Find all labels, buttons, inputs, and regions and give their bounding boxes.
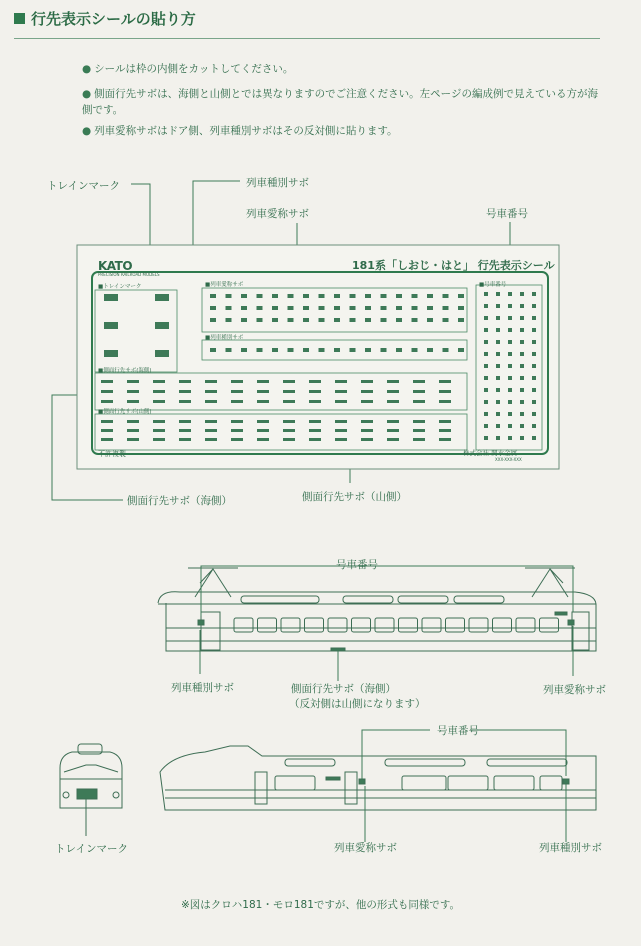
umi-sticker (257, 380, 269, 383)
umi-sticker (387, 380, 399, 383)
sheet-footer-code: XXX-XXX-XXX (495, 457, 522, 462)
yama-sticker (153, 429, 165, 432)
aisho-sticker (303, 306, 309, 310)
yama-sticker (335, 429, 347, 432)
car1-window (446, 618, 465, 632)
yama-sticker (179, 429, 191, 432)
gosha-sticker (520, 328, 524, 332)
aisho-sticker (272, 306, 278, 310)
yama-sticker (127, 429, 139, 432)
gosha-sticker (520, 352, 524, 356)
shubetsu-sticker (365, 348, 371, 352)
yama-sticker (127, 438, 139, 441)
yama-sticker (387, 438, 399, 441)
aisho-sticker (427, 306, 433, 310)
yama-sticker (127, 420, 139, 423)
gosha-sticker (520, 376, 524, 380)
aisho-sticker (226, 294, 232, 298)
gosha-sticker (520, 364, 524, 368)
yama-sticker (179, 420, 191, 423)
aisho-sticker (241, 318, 247, 322)
trainmark-sticker (155, 294, 169, 301)
aisho-sticker (241, 306, 247, 310)
yama-sticker (309, 438, 321, 441)
shubetsu-sticker (272, 348, 278, 352)
gosha-sticker (484, 412, 488, 416)
trainmark-sticker (104, 294, 118, 301)
yama-sticker (309, 429, 321, 432)
gosha-sticker (532, 412, 536, 416)
aisho-sticker (350, 306, 356, 310)
sheet-heading: 181系「しおじ・はと」 行先表示シール (352, 259, 555, 272)
umi-sticker (387, 390, 399, 393)
gosha-sticker (532, 424, 536, 428)
yama-sticker (231, 429, 243, 432)
umi-sticker (283, 400, 295, 403)
gosha-sticker (496, 364, 500, 368)
aisho-sticker (396, 294, 402, 298)
aisho-sticker (381, 318, 387, 322)
sheet-footer-left: 不許複製 (98, 450, 126, 458)
car2-diagram (160, 746, 596, 810)
gosha-sticker (520, 292, 524, 296)
yama-sticker (387, 420, 399, 423)
aisho-sticker (257, 318, 263, 322)
umi-sticker (153, 380, 165, 383)
umi-sticker (361, 400, 373, 403)
shubetsu-sticker (257, 348, 263, 352)
umi-sticker (101, 400, 113, 403)
car2-window (494, 776, 534, 790)
gosha-sticker (532, 436, 536, 440)
gosha-sticker (496, 316, 500, 320)
gosha-sticker (484, 328, 488, 332)
gosha-sticker (496, 352, 500, 356)
label-car2-aisho: 列車愛称サボ (334, 842, 397, 854)
umi-sticker (153, 400, 165, 403)
shubetsu-sticker (427, 348, 433, 352)
yama-sticker (309, 420, 321, 423)
aisho-sticker (257, 306, 263, 310)
gosha-sticker (520, 304, 524, 308)
gosha-sticker (532, 388, 536, 392)
aisho-sticker (288, 294, 294, 298)
gosha-sticker (496, 424, 500, 428)
label-gosha-top: 号車番号 (486, 208, 528, 220)
sheet-footer-right: 株式会社 関水金属 (463, 449, 518, 457)
umi-sticker (309, 390, 321, 393)
aisho-sticker (226, 306, 232, 310)
gosha-sticker (484, 340, 488, 344)
yama-sticker (361, 420, 373, 423)
yama-sticker (283, 420, 295, 423)
yama-sticker (101, 420, 113, 423)
gosha-sticker (508, 352, 512, 356)
umi-sticker (309, 400, 321, 403)
car1-window (399, 618, 418, 632)
label-car1-umi-note: （反対側は山側になります） (289, 698, 426, 710)
aisho-sticker (396, 318, 402, 322)
front-view-diagram (60, 744, 122, 836)
label-yama: 側面行先サボ（山側） (302, 491, 407, 503)
sheet-sec-umi: ■側面行先サボ(海側) (98, 368, 152, 374)
trainmark-sticker (155, 350, 169, 357)
aisho-sticker (241, 294, 247, 298)
yama-sticker (439, 429, 451, 432)
umi-sticker (205, 390, 217, 393)
gosha-sticker (532, 400, 536, 404)
yama-sticker (439, 420, 451, 423)
umi-sticker (179, 390, 191, 393)
label-car2-gosha: 号車番号 (437, 725, 479, 737)
gosha-sticker (484, 316, 488, 320)
umi-sticker (283, 390, 295, 393)
aisho-sticker (412, 306, 418, 310)
trainmark-sticker (104, 322, 118, 329)
yama-sticker (361, 438, 373, 441)
umi-sticker (257, 400, 269, 403)
aisho-sticker (257, 294, 263, 298)
aisho-sticker (458, 318, 464, 322)
shubetsu-sticker (381, 348, 387, 352)
umi-sticker (283, 380, 295, 383)
umi-sticker (361, 390, 373, 393)
gosha-sticker (496, 388, 500, 392)
umi-sticker (413, 380, 425, 383)
yama-sticker (205, 438, 217, 441)
title-text: 行先表示シールの貼り方 (31, 10, 196, 28)
shubetsu-sticker (303, 348, 309, 352)
aisho-sticker (334, 318, 340, 322)
umi-sticker (231, 400, 243, 403)
aisho-sticker (210, 306, 216, 310)
aisho-sticker (210, 318, 216, 322)
gosha-sticker (520, 388, 524, 392)
trainmark-sticker (104, 350, 118, 357)
label-car1-aisho: 列車愛称サボ (543, 684, 606, 696)
car1-window (540, 618, 559, 632)
yama-sticker (231, 420, 243, 423)
aisho-sticker (458, 306, 464, 310)
gosha-sticker (496, 412, 500, 416)
aisho-sticker (319, 294, 325, 298)
umi-sticker (205, 400, 217, 403)
label-car2-shubetsu: 列車種別サボ (539, 842, 602, 854)
car1-window (352, 618, 371, 632)
aisho-sticker (443, 306, 449, 310)
gosha-sticker (508, 316, 512, 320)
umi-sticker (439, 380, 451, 383)
sheet-brand-sub: PRECISION RAILROAD MODELS (98, 272, 160, 277)
yama-sticker (283, 438, 295, 441)
gosha-sticker (532, 352, 536, 356)
gosha-sticker (532, 316, 536, 320)
bullet-2: ● 側面行先サボは、海側と山側とでは異なりますのでご注意ください。左ページの編成例で見えている方が海側です。 (82, 86, 602, 118)
umi-sticker (439, 400, 451, 403)
gosha-sticker (508, 376, 512, 380)
gosha-sticker (508, 400, 512, 404)
car2-window (402, 776, 446, 790)
aisho-sticker (350, 294, 356, 298)
gosha-sticker (484, 352, 488, 356)
aisho-sticker (288, 318, 294, 322)
gosha-sticker (520, 316, 524, 320)
gosha-sticker (532, 340, 536, 344)
yama-sticker (439, 438, 451, 441)
aisho-sticker (396, 306, 402, 310)
sheet-sec-trainmark: ■トレインマーク (98, 284, 142, 290)
gosha-sticker (484, 292, 488, 296)
yama-sticker (335, 438, 347, 441)
gosha-sticker (508, 292, 512, 296)
car1-window (328, 618, 347, 632)
label-shubetsu-top: 列車種別サボ (246, 177, 309, 189)
aisho-sticker (427, 318, 433, 322)
gosha-sticker (508, 412, 512, 416)
label-front-trainmark: トレインマーク (55, 843, 128, 855)
aisho-sticker (319, 318, 325, 322)
label-umi: 側面行先サボ（海側） (127, 495, 232, 507)
yama-sticker (153, 420, 165, 423)
umi-sticker (127, 390, 139, 393)
umi-sticker (231, 390, 243, 393)
shubetsu-sticker (396, 348, 402, 352)
gosha-sticker (508, 388, 512, 392)
sheet-sec-gosha: ■号車番号 (479, 282, 507, 288)
aisho-sticker (412, 294, 418, 298)
aisho-sticker (365, 318, 371, 322)
car2-window (540, 776, 562, 790)
yama-sticker (387, 429, 399, 432)
yama-sticker (335, 420, 347, 423)
sheet-sec-shubetsu: ■列車種別サボ (205, 335, 244, 341)
yama-sticker (283, 429, 295, 432)
car1-diagram (158, 568, 596, 651)
gosha-sticker (484, 424, 488, 428)
car1-window (493, 618, 512, 632)
aisho-sticker (288, 306, 294, 310)
gosha-sticker (496, 340, 500, 344)
umi-sticker (361, 380, 373, 383)
label-car1-gosha: 号車番号 (336, 559, 378, 571)
gosha-sticker (532, 364, 536, 368)
umi-sticker (387, 400, 399, 403)
car1-window (422, 618, 441, 632)
yama-sticker (205, 420, 217, 423)
yama-sticker (205, 429, 217, 432)
yama-sticker (413, 420, 425, 423)
sheet-brand: KATO (98, 259, 133, 273)
gosha-sticker (508, 424, 512, 428)
umi-sticker (101, 390, 113, 393)
aisho-sticker (381, 306, 387, 310)
aisho-sticker (458, 294, 464, 298)
gosha-sticker (508, 364, 512, 368)
shubetsu-sticker (412, 348, 418, 352)
car1-window (516, 618, 535, 632)
umi-sticker (153, 390, 165, 393)
label-car1-shubetsu: 列車種別サボ (171, 682, 234, 694)
shubetsu-sticker (241, 348, 247, 352)
yama-sticker (231, 438, 243, 441)
car1-window (258, 618, 277, 632)
yama-sticker (257, 429, 269, 432)
yama-sticker (257, 420, 269, 423)
yama-sticker (413, 429, 425, 432)
yama-sticker (101, 429, 113, 432)
gosha-sticker (532, 292, 536, 296)
label-aisho-top: 列車愛称サボ (246, 208, 309, 220)
car2-window (275, 776, 315, 790)
shubetsu-sticker (210, 348, 216, 352)
aisho-sticker (412, 318, 418, 322)
yama-sticker (413, 438, 425, 441)
car1-window (281, 618, 300, 632)
shubetsu-sticker (319, 348, 325, 352)
gosha-sticker (484, 400, 488, 404)
car2-window (448, 776, 488, 790)
gosha-sticker (520, 400, 524, 404)
yama-sticker (361, 429, 373, 432)
shubetsu-sticker (443, 348, 449, 352)
aisho-sticker (210, 294, 216, 298)
gosha-sticker (496, 400, 500, 404)
label-trainmark-top: トレインマーク (47, 180, 120, 192)
aisho-sticker (226, 318, 232, 322)
gosha-sticker (484, 388, 488, 392)
aisho-sticker (272, 318, 278, 322)
sheet-sec-yama: ■側面行先サボ(山側) (98, 409, 152, 415)
umi-sticker (101, 380, 113, 383)
aisho-sticker (319, 306, 325, 310)
gosha-sticker (508, 304, 512, 308)
umi-sticker (413, 400, 425, 403)
gosha-sticker (496, 376, 500, 380)
umi-sticker (179, 380, 191, 383)
gosha-sticker (496, 292, 500, 296)
yama-sticker (153, 438, 165, 441)
footnote: ※図はクロハ181・モロ181ですが、他の形式も同様です。 (181, 899, 461, 911)
shubetsu-sticker (350, 348, 356, 352)
bullet-3: ● 列車愛称サボはドア側、列車種別サボはその反対側に貼ります。 (82, 123, 602, 139)
gosha-sticker (532, 376, 536, 380)
umi-sticker (179, 400, 191, 403)
gosha-sticker (508, 436, 512, 440)
umi-sticker (205, 380, 217, 383)
yama-sticker (257, 438, 269, 441)
aisho-sticker (334, 306, 340, 310)
gosha-sticker (508, 340, 512, 344)
gosha-sticker (484, 364, 488, 368)
yama-sticker (179, 438, 191, 441)
umi-sticker (127, 400, 139, 403)
umi-sticker (335, 380, 347, 383)
aisho-sticker (303, 318, 309, 322)
sheet-sec-aisho: ■列車愛称サボ (205, 282, 244, 288)
shubetsu-sticker (288, 348, 294, 352)
gosha-sticker (520, 412, 524, 416)
aisho-sticker (303, 294, 309, 298)
shubetsu-sticker (334, 348, 340, 352)
umi-sticker (439, 390, 451, 393)
aisho-sticker (365, 294, 371, 298)
gosha-sticker (484, 376, 488, 380)
umi-sticker (231, 380, 243, 383)
gosha-sticker (532, 328, 536, 332)
aisho-sticker (443, 318, 449, 322)
gosha-sticker (532, 304, 536, 308)
aisho-sticker (272, 294, 278, 298)
aisho-sticker (350, 318, 356, 322)
trainmark-sticker (155, 322, 169, 329)
umi-sticker (127, 380, 139, 383)
label-car1-umi: 側面行先サボ（海側） (291, 683, 396, 695)
car1-window (305, 618, 324, 632)
gosha-sticker (496, 436, 500, 440)
aisho-sticker (443, 294, 449, 298)
aisho-sticker (427, 294, 433, 298)
gosha-sticker (520, 424, 524, 428)
car1-window (234, 618, 253, 632)
gosha-sticker (520, 340, 524, 344)
shubetsu-sticker (458, 348, 464, 352)
aisho-sticker (381, 294, 387, 298)
umi-sticker (335, 390, 347, 393)
gosha-sticker (508, 328, 512, 332)
umi-sticker (309, 380, 321, 383)
umi-sticker (335, 400, 347, 403)
car1-window (469, 618, 488, 632)
car1-window (375, 618, 394, 632)
bullet-1: ● シールは枠の内側をカットしてください。 (82, 61, 602, 77)
umi-sticker (413, 390, 425, 393)
aisho-sticker (334, 294, 340, 298)
aisho-sticker (365, 306, 371, 310)
gosha-sticker (484, 436, 488, 440)
gosha-sticker (520, 436, 524, 440)
gosha-sticker (496, 304, 500, 308)
gosha-sticker (484, 304, 488, 308)
yama-sticker (101, 438, 113, 441)
gosha-sticker (496, 328, 500, 332)
umi-sticker (257, 390, 269, 393)
shubetsu-sticker (226, 348, 232, 352)
